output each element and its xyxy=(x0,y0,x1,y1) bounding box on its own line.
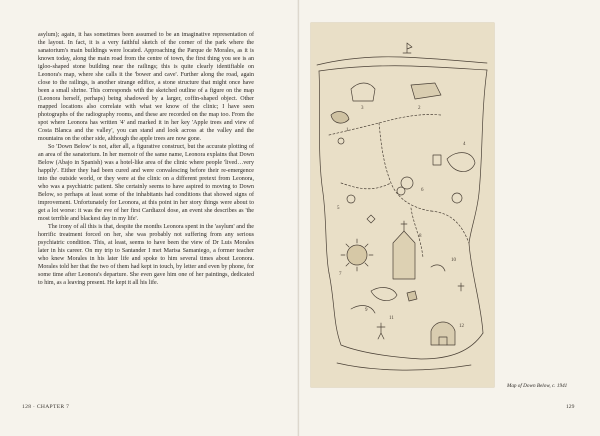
paragraph: The irony of all this is that, despite the months Leonora spent in the 'asylum' and the horrific treatment forced on her, she was probably not suffering from any serious psychiatric condition. This, at least, seems to have been the view of Dr Luis Morales later in his career. On my trip to Santander I met Marisa Samaniego, a former teacher who knew Morales in his later life and spoke to him several times about Leonora. Morales told her that the two of them had kept in touch, by letter and even by phone, for some time after Leonora's departure. She even gave him one of her paintings, dedicated to him, as a leaving present. He kept it all his life. xyxy=(38,224,254,287)
bottom-building xyxy=(431,322,455,345)
running-footer: 128 · CHAPTER 7 xyxy=(22,404,70,410)
map-label: 1 xyxy=(346,128,349,133)
map-label: 2 xyxy=(418,106,421,111)
map-label: 11 xyxy=(389,316,394,321)
map-label: 3 xyxy=(361,106,364,111)
building-outline xyxy=(411,83,441,99)
map-label: 8 xyxy=(419,234,422,239)
map-label: 12 xyxy=(459,324,464,329)
map-label: 10 xyxy=(451,258,456,263)
map-label: 4 xyxy=(463,142,466,147)
paragraph: So 'Down Below' is not, after all, a figurative construct, but the accurate plotting of an area of the sanatorium. In her memoir of the same name, Leonora explains that Down Below (Abajo in Spanish) was a hotel-like area of the clinic where people 'lived…very happily'. Either they had been cured and were convalescing before their re-emergence into the outside world, or they were at the clinic on a different pretext from Leonora, who was a psychiatric patient. She certainly seems to have aspired to moving to Down Below, so perhaps at least some of the inhabitants had conditions that showed signs of improvement. Unfortunately for Leonora, at this point in her story things were about to get a lot worse: it was the eve of her first Cardiazol dose, an event she describes as 'the most terrible and blackest day in my life'. xyxy=(38,144,254,223)
body-text xyxy=(38,31,254,288)
left-page xyxy=(0,0,299,436)
sun-figure xyxy=(347,245,367,265)
map-label: 5 xyxy=(337,206,340,211)
map-drawing xyxy=(311,23,494,387)
page-number: 129 xyxy=(566,404,575,410)
paragraph: asylum); again, it has sometimes been assumed to be an imaginative representation of the layout. In fact, it is a very faithful sketch of the corner of the park where the sanatorium's main buildings were located. Approaching the Parque de Morales, as it is known today, along the main road from the centre of town, the first thing you see is an igloo-shaped stone building near the railings; this is quite clearly identifiable on Leonora's map, where she calls it the 'bower and cave'. Further along the road, again close to the railings, is another strange edifice, a stone structure that might once have been a small shrine. This corresponds with the sketched outline of a figure on the map (Leonora herself, perhaps) being shadowed by a larger, coffin-shaped object. Other mapped locations also correlate with what we know of the clinic; I have seen photographs of the radiography rooms, and these are recorded on the map too. From the spot where Leonora has written '4' and marked it in her key 'Apple trees and view of Costa Blanca and the valley', you can stand and look across at the valley and the mountains on the other side, although the apple trees are now gone. xyxy=(38,32,254,143)
shrine-outline xyxy=(393,231,415,279)
map-label: 9 xyxy=(365,308,368,313)
figure-caption: Map of Down Below, c. 1941 xyxy=(507,383,568,389)
map-label: 6 xyxy=(421,188,424,193)
map-illustration xyxy=(311,23,494,387)
map-label: 7 xyxy=(339,272,342,277)
railing-line xyxy=(317,57,487,65)
